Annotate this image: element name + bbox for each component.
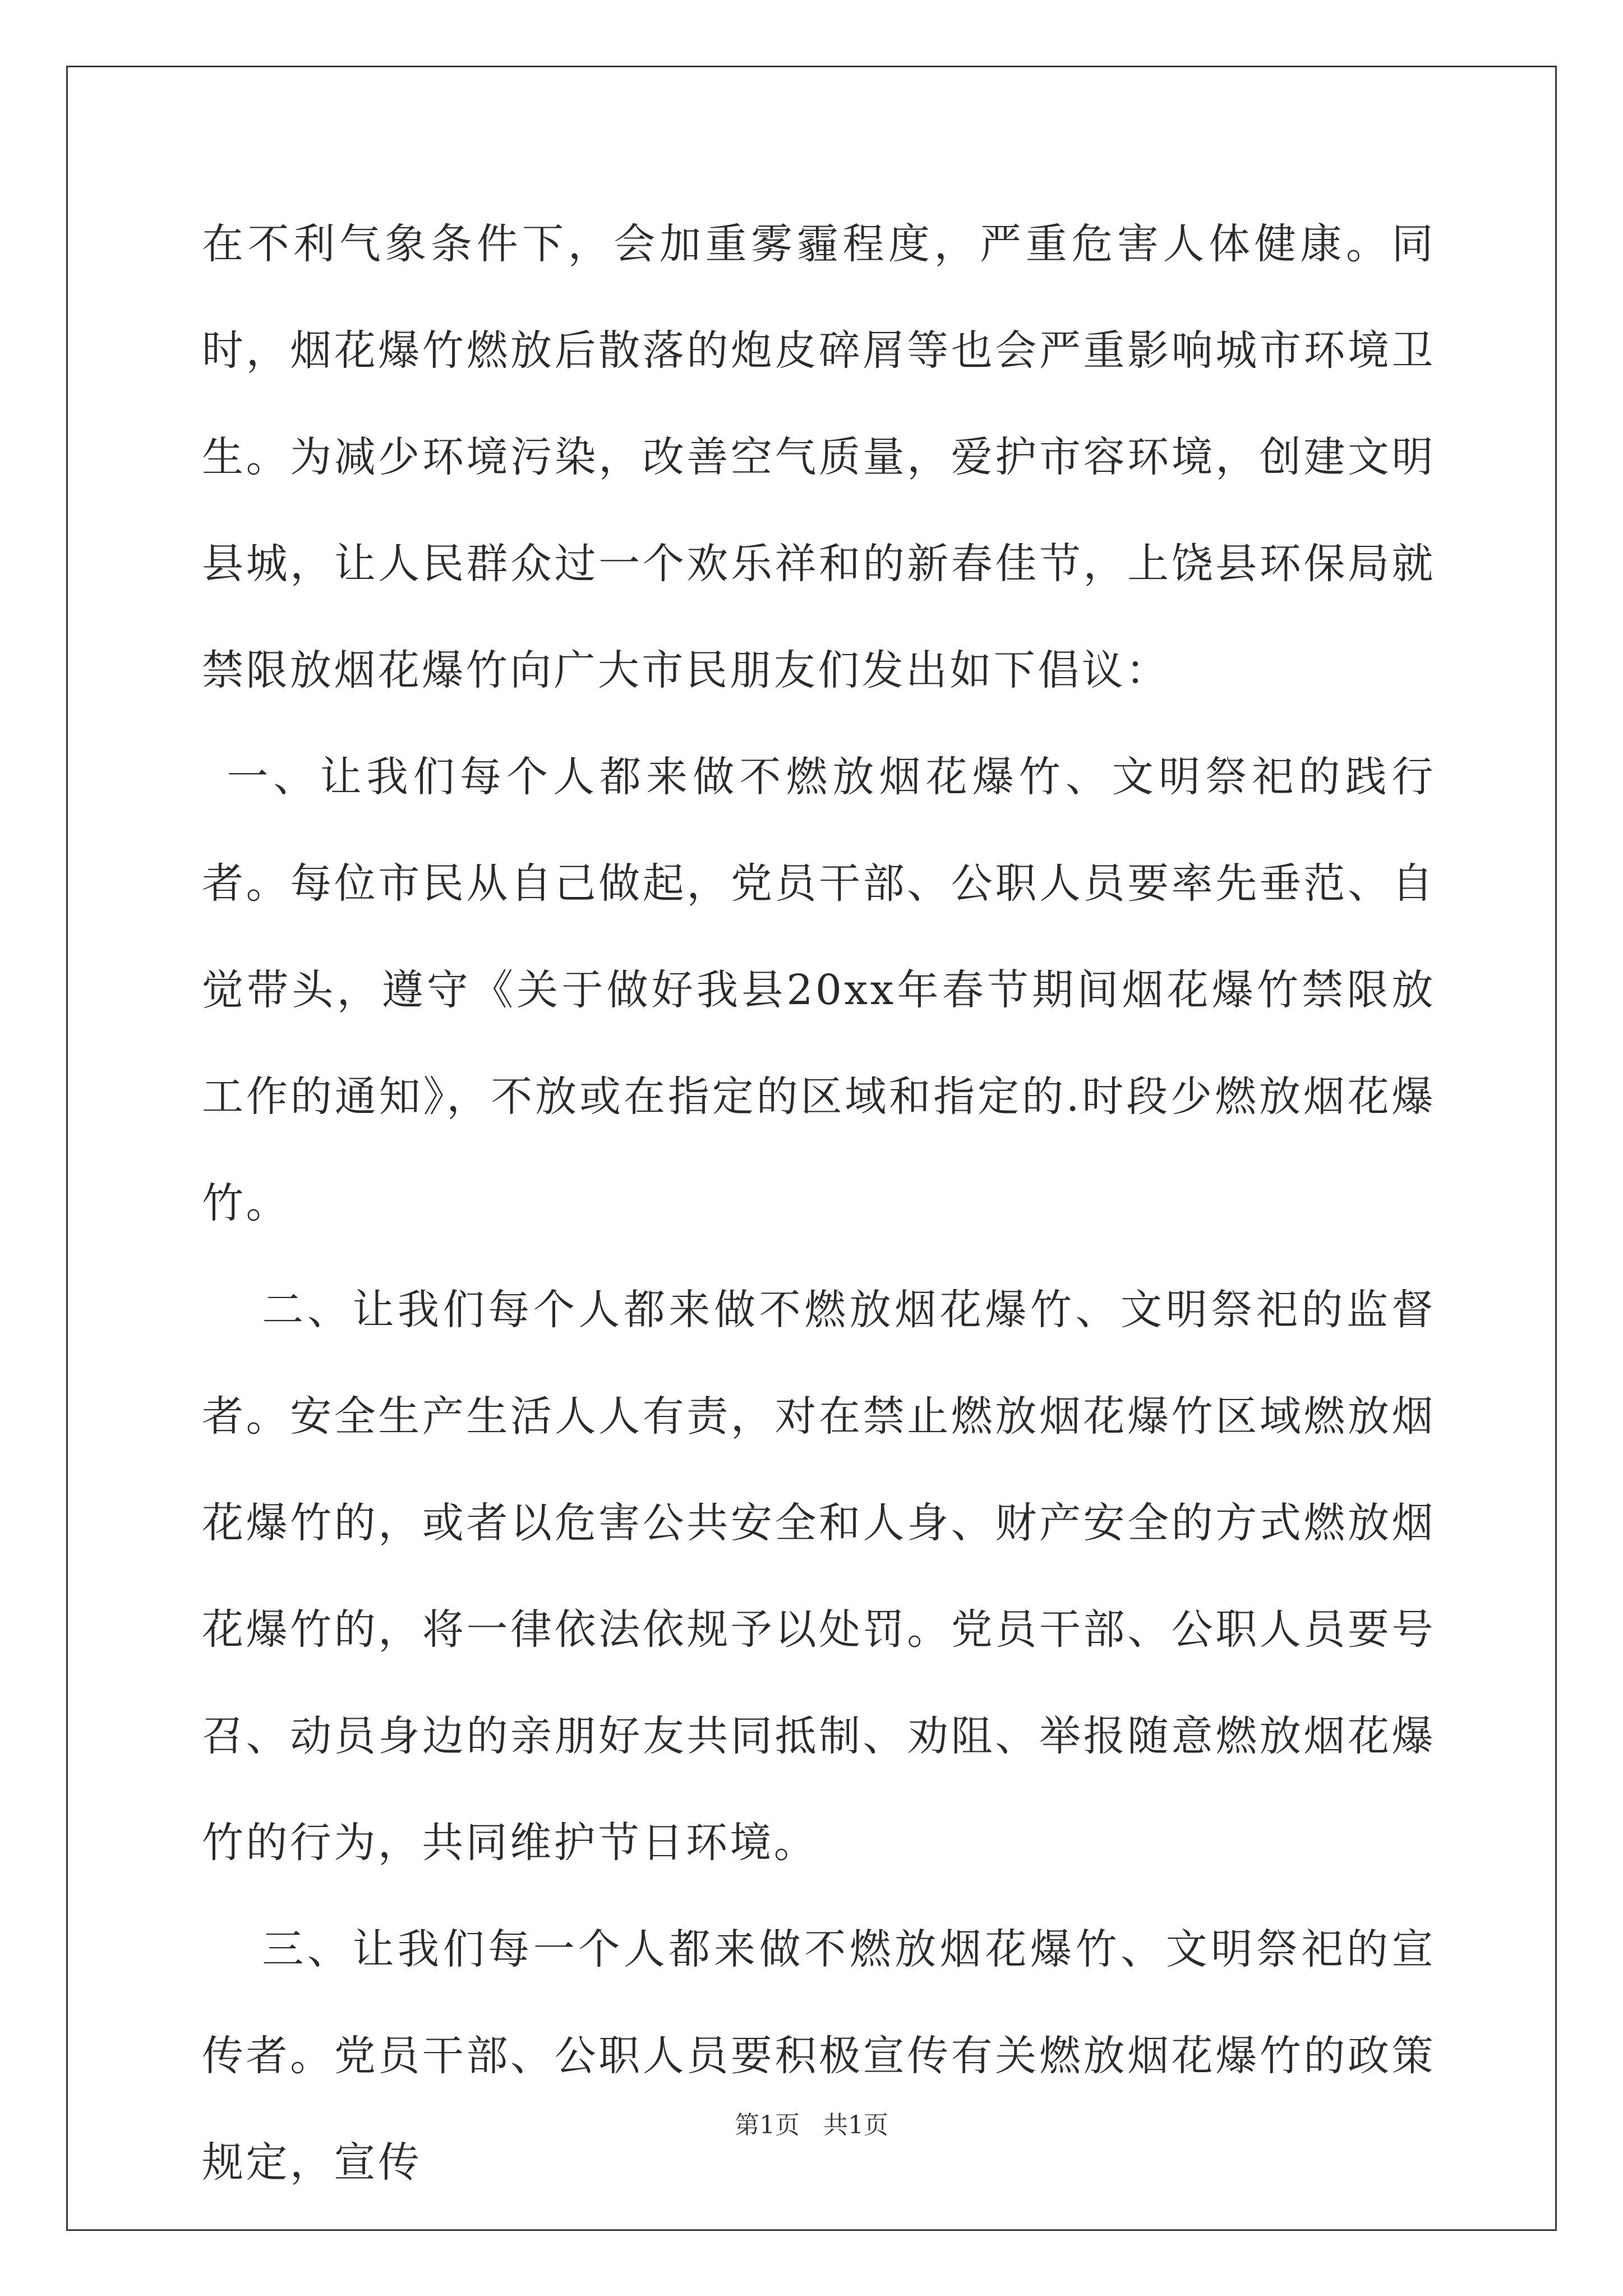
paragraph-point-one: 一、让我们每个人都来做不燃放烟花爆竹、文明祭祀的践行者。每位市民从自己做起，党员干部、公职人员要率先垂范、自觉带头，遵守《关于做好我县20xx年春节期间烟花爆竹禁限放工作的通知》，不放或在指定的区域和指定的.时段少燃放烟花爆竹。 [202,753,1436,1227]
paragraph-intro: 在不利气象条件下，会加重雾霾程度，严重危害人体健康。同时，烟花爆竹燃放后散落的炮皮碎屑等也会严重影响城市环境卫生。为减少环境污染，改善空气质量，爱护市容环境，创建文明县城，让人民群众过一个欢乐祥和的新春佳节，上饶县环保局就禁限放烟花爆竹向广大市民朋友们发出如下倡议： [202,220,1436,694]
page-number-footer: 第1页 共1页 [735,2111,888,2139]
paragraph-point-two: 二、让我们每个人都来做不燃放烟花爆竹、文明祭祀的监督者。安全生产生活人人有责，对在禁止燃放烟花爆竹区域燃放烟花爆竹的，或者以危害公共安全和人身、财产安全的方式燃放烟花爆竹的，将一律依法依规予以处罚。党员干部、公职人员要号召、动员身边的亲朋好友共同抵制、劝阻、举报随意燃放烟花爆竹的行为，共同维护节日环境。 [202,1286,1436,1867]
paragraph-point-three: 三、让我们每一个人都来做不燃放烟花爆竹、文明祭祀的宣传者。党员干部、公职人员要积极宣传有关燃放烟花爆竹的政策规定，宣传 [202,1925,1436,2187]
document-body [202,191,1436,2216]
